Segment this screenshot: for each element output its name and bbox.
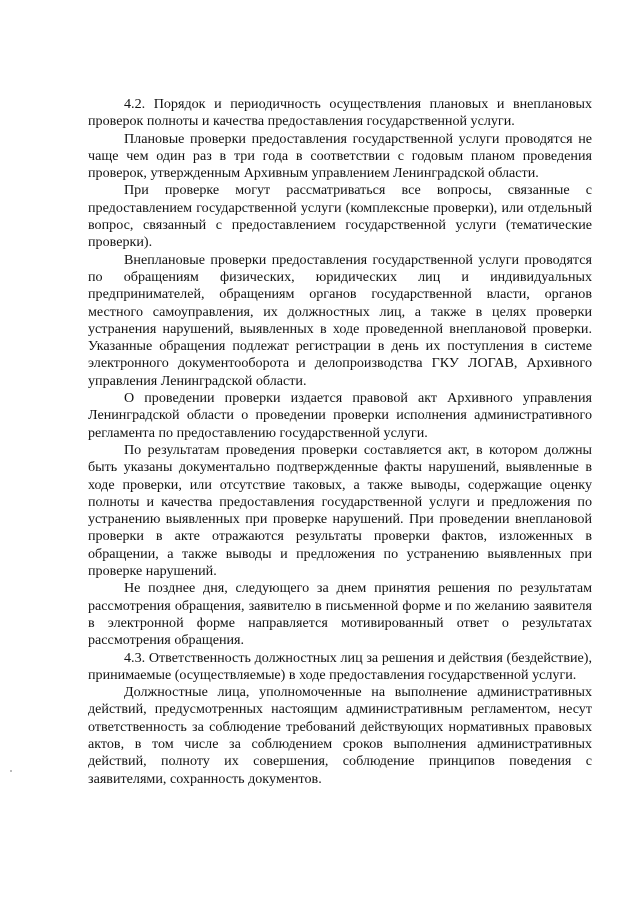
scan-artifact xyxy=(10,770,12,772)
section-4-3-heading: 4.3. Ответственность должностных лиц за решения и действия (бездействие), принимаемые (осуществляемые) в ходе предоставления государственной услуги. xyxy=(88,649,592,683)
paragraph-inspection-report: По результатам проведения проверки составляется акт, в котором должны быть указаны документально подтвержденные факты нарушений, выявленные в ходе проверки, или отсутствие таковых, а также выводы, содержащие оценку полноты и качества предоставления государственной услуги и предложения по устранению выявленных при проверке нарушений. При проведении внеплановой проверки в акте отражаются результаты проверки фактов, изложенных в обращении, а также выводы и предложения по устранению выявленных при проверке нарушений. xyxy=(88,441,592,580)
paragraph-inspection-scope: При проверке могут рассматриваться все вопросы, связанные с предоставлением государственной услуги (комплексные проверки), или отдельный вопрос, связанный с предоставлением государственной услуги (тематические проверки). xyxy=(88,182,592,251)
paragraph-unplanned-inspections: Внеплановые проверки предоставления государственной услуги проводятся по обращениям физических, юридических лиц и индивидуальных предпринимателей, обращениям органов государственной власти, органов местного самоуправления, их должностных лиц, а также в целях проверки устранения нарушений, выявленных в ходе проведенной внеплановой проверки. Указанные обращения подлежат регистрации в день их поступления в системе электронного документооборота и делопроизводства ГКУ ЛОГАВ, Архивного управления Ленинградской области. xyxy=(88,251,592,389)
paragraph-official-responsibility: Должностные лица, уполномоченные на выполнение административных действий, предусмотренных настоящим административным регламентом, несут ответственность за соблюдение требований действующих нормативных правовых актов, в том числе за соблюдением сроков выполнения административных действий, полноту их совершения, соблюдение принципов поведения с заявителями, сохранность документов. xyxy=(88,684,592,787)
document-page xyxy=(88,96,592,788)
paragraph-planned-inspections: Плановые проверки предоставления государственной услуги проводятся не чаще чем один раз в три года в соответствии с годовым планом проведения проверок, утвержденным Архивным управлением Ленинградской области. xyxy=(88,130,592,182)
section-4-2-heading: 4.2. Порядок и периодичность осуществления плановых и внеплановых проверок полноты и качества предоставления государственной услуги. xyxy=(88,96,592,130)
paragraph-response-deadline: Не позднее дня, следующего за днем принятия решения по результатам рассмотрения обращения, заявителю в письменной форме и по желанию заявителя в электронной форме направляется мотивированный ответ о результатах рассмотрения обращения. xyxy=(88,580,592,649)
paragraph-legal-act: О проведении проверки издается правовой акт Архивного управления Ленинградской области о проведении проверки исполнения административного регламента по предоставлению государственной услуги. xyxy=(88,390,592,441)
